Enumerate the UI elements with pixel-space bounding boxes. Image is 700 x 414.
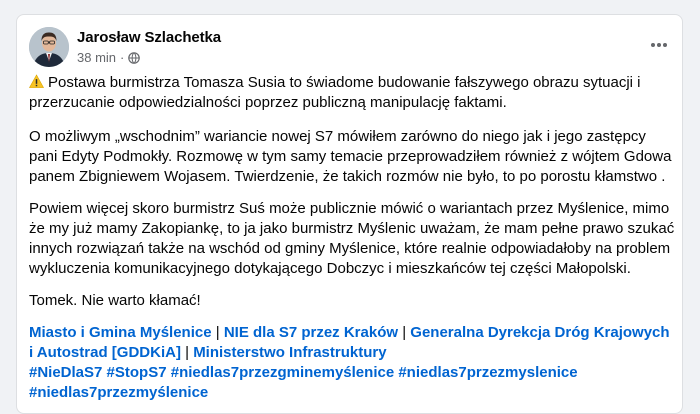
post-meta [77, 50, 140, 65]
hashtag-link[interactable]: #niedlas7przezgminemyślenice [170, 364, 395, 381]
author-name[interactable]: Jarosław Szlachetka [77, 29, 222, 46]
post-paragraph: Tomek. Nie warto kłamać! [29, 292, 201, 309]
meta-separator: · [120, 50, 125, 65]
avatar-image [29, 27, 69, 67]
post-timestamp[interactable]: 38 min [77, 50, 117, 65]
post-card [16, 14, 683, 414]
post-tags [29, 323, 677, 403]
post-body [29, 73, 677, 403]
post-paragraph: Powiem więcej skoro burmistrz Suś może publicznie mówić o wariantach przez Myślenice, mimo że my już mamy Zakopiankę, to ja jako burmistrz Myślenic uważam, że mam pełne prawo szukać innych rozwiązań także na wschód od gminy Myślenice, które realnie odpowiadałoby na problem wykluczenia komunikacyjnego dotykającego Dobczyc i mieszkańców tej części Małopolski. [29, 200, 675, 277]
paragraph-text: Postawa burmistrza Tomasza Susia to świadome budowanie fałszywego obrazu sytuacji i przerzucanie odpowiedzialności poprzez publiczną manipulację faktami. [29, 74, 641, 111]
author-avatar[interactable] [29, 27, 69, 67]
hashtag-link[interactable]: #niedlas7przezmyslenice [398, 364, 578, 381]
mention-link[interactable]: Ministerstwo Infrastruktury [193, 344, 387, 361]
post-paragraph: O możliwym „wschodnim” wariancie nowej S7 mówiłem zarówno do niego jak i jego zastępcy pani Edyty Podmokły. Rozmowę w tym samy temacie przeprowadziłem również z wójtem Gdowa panem Zbigniewem Wojasem. Twierdzenie, że takich rozmów nie było, to po porostu kłamstwo . [29, 128, 672, 185]
globe-icon[interactable] [128, 52, 140, 64]
hashtag-link[interactable]: #StopS7 [106, 364, 167, 381]
mention-separator: | [402, 324, 407, 341]
warning-icon [29, 74, 44, 89]
mention-separator: | [185, 344, 190, 361]
hashtag-link[interactable]: #NieDlaS7 [29, 364, 103, 381]
mention-separator: | [215, 324, 220, 341]
mention-link[interactable]: Miasto i Gmina Myślenice [29, 324, 212, 341]
post-paragraph [29, 73, 677, 113]
more-options-icon[interactable] [645, 35, 673, 55]
hashtag-link[interactable]: #niedlas7przezmyślenice [29, 384, 209, 401]
mention-link[interactable]: NIE dla S7 przez Kraków [223, 324, 399, 341]
mention-link[interactable]: Generalna Dyrekcja Dróg Krajowych i Autostrad [GDDKiA] [29, 324, 670, 361]
